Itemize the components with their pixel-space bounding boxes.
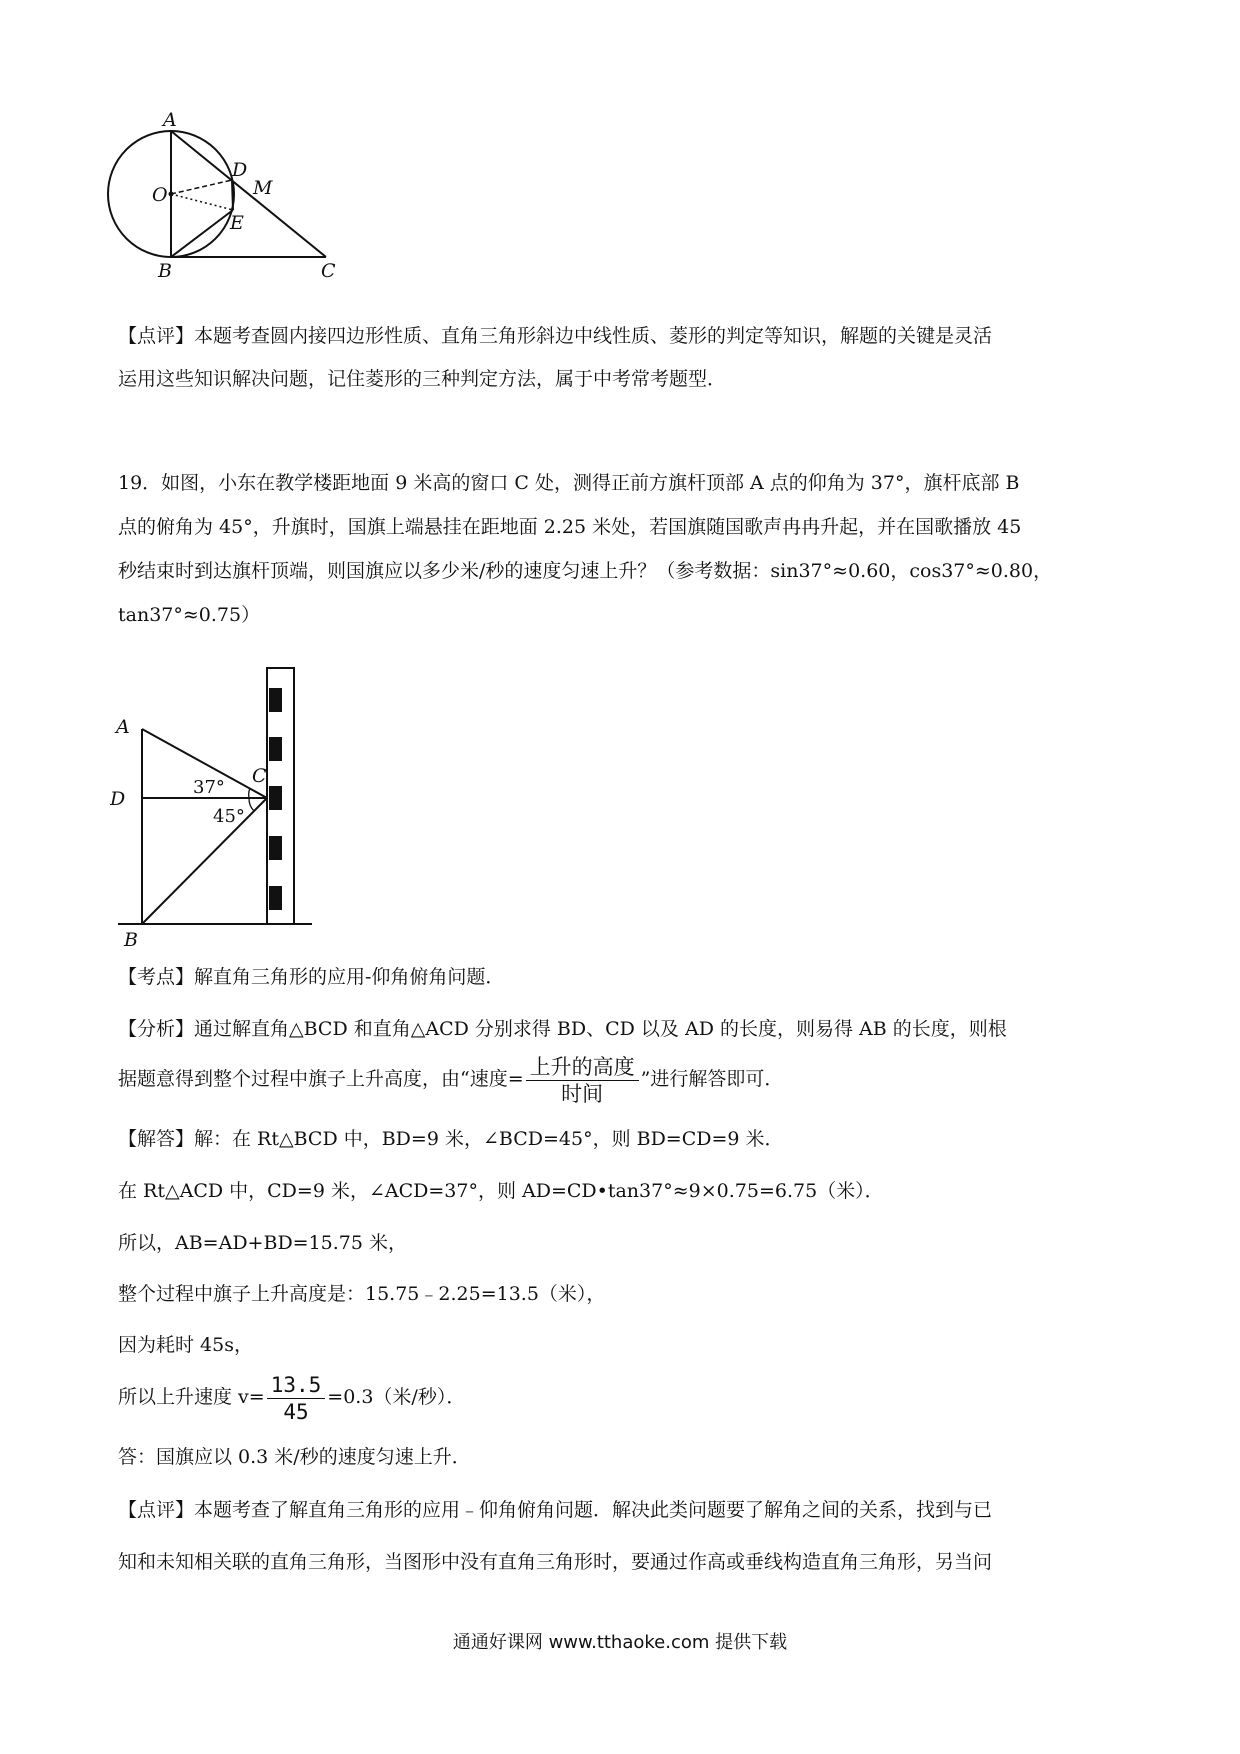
jieda-line4: 整个过程中旗子上升高度是：15.75﹣2.25=13.5（米）， [118,1283,606,1305]
angle-label-37: 37° [193,777,225,798]
center-point-o [169,192,174,197]
label-a: A [163,110,177,131]
label-e: E [230,212,244,234]
jieda-line5: 因为耗时 45s， [118,1334,253,1356]
fraction-denominator: 时间 [561,1081,604,1106]
label-b: B [124,929,138,950]
segment-de [232,180,233,210]
flagpole-building-figure [110,660,330,950]
review1-line1: 【点评】本题考查圆内接四边形性质、直角三角形斜边中线性质、菱形的判定等知识，解题的关键是灵活 [118,325,993,347]
jieda-line6 [118,1366,465,1428]
window-3 [269,786,282,810]
label-c: C [321,260,336,282]
segment-od-dashed [171,180,232,194]
label-m: M [253,177,273,199]
angle-arc-37 [249,788,250,798]
window-5 [269,886,282,910]
label-o: O [152,184,168,206]
window-1 [269,688,282,712]
fenxi-line2-after: ”进行解答即可． [640,1068,784,1090]
segment-ac [171,131,326,257]
question19-line2: 点的俯角为 45°，升旗时，国旗上端悬挂在距地面 2.25 米处，若国旗随国歌声冉冉升起，并在国歌播放 45 [118,516,1022,538]
jieda-line1: 【解答】解：在 Rt△BCD 中，BD=9 米，∠BCD=45°，则 BD=CD=9 米． [118,1128,784,1150]
review1-line2: 运用这些知识解决问题，记住菱形的三种判定方法，属于中考常考题型． [118,368,727,390]
page-footer: 通通好课网 www.tthaoke.com 提供下载 [452,1632,788,1653]
angle-arc-45 [249,798,254,811]
jieda-line6-before: 所以上升速度 v= [118,1386,265,1408]
review2-line1: 【点评】本题考查了解直角三角形的应用﹣仰角俯角问题．解决此类问题要了解角之间的关系，找到与已 [118,1499,993,1521]
label-a: A [116,716,130,738]
fenxi-line1: 【分析】通过解直角△BCD 和直角△ACD 分别求得 BD、CD 以及 AD 的长度，则易得 AB 的长度，则根 [118,1018,1007,1040]
label-c: C [252,765,267,787]
speed-formula-fraction [526,1054,639,1107]
jieda-line6-after: =0.3（米/秒）． [327,1386,466,1408]
review2-line2: 知和未知相关联的直角三角形，当图形中没有直角三角形时，要通过作高或垂线构造直角三角形，另当问 [118,1551,993,1573]
jieda-line3: 所以，AB=AD+BD=15.75 米， [118,1232,408,1254]
angle-label-45: 45° [213,806,245,827]
velocity-fraction [267,1372,326,1425]
kaodian-line: 【考点】解直角三角形的应用-仰角俯角问题． [118,966,505,988]
question19-line3: 秒结束时到达旗杆顶端，则国旗应以多少米/秒的速度匀速上升？（参考数据：sin37°≈0.60，cos37°≈0.80， [118,560,1053,582]
fenxi-line2-before: 据题意得到整个过程中旗子上升高度，由“速度= [118,1068,524,1090]
question19-line4: tan37°≈0.75） [118,604,261,626]
window-4 [269,836,282,860]
fraction-denominator: 45 [283,1399,309,1424]
label-b: B [158,260,172,282]
jieda-line2: 在 Rt△ACD 中，CD=9 米，∠ACD=37°，则 AD=CD•tan37°≈9×0.75=6.75（米）． [118,1180,884,1202]
label-d: D [110,788,126,810]
jieda-answer: 答：国旗应以 0.3 米/秒的速度匀速上升． [118,1446,471,1468]
segment-oe-dotted [171,194,233,210]
circle-geometry-figure [100,110,390,310]
window-2 [269,737,282,761]
line-bc [142,798,267,924]
label-d: D [232,159,248,181]
fraction-numerator: 13.5 [267,1372,326,1399]
question19-line1: 19．如图，小东在教学楼距地面 9 米高的窗口 C 处，测得正前方旗杆顶部 A 点的仰角为 37°，旗杆底部 B [118,472,1020,494]
fenxi-line2 [118,1048,783,1110]
fraction-numerator: 上升的高度 [526,1054,639,1081]
